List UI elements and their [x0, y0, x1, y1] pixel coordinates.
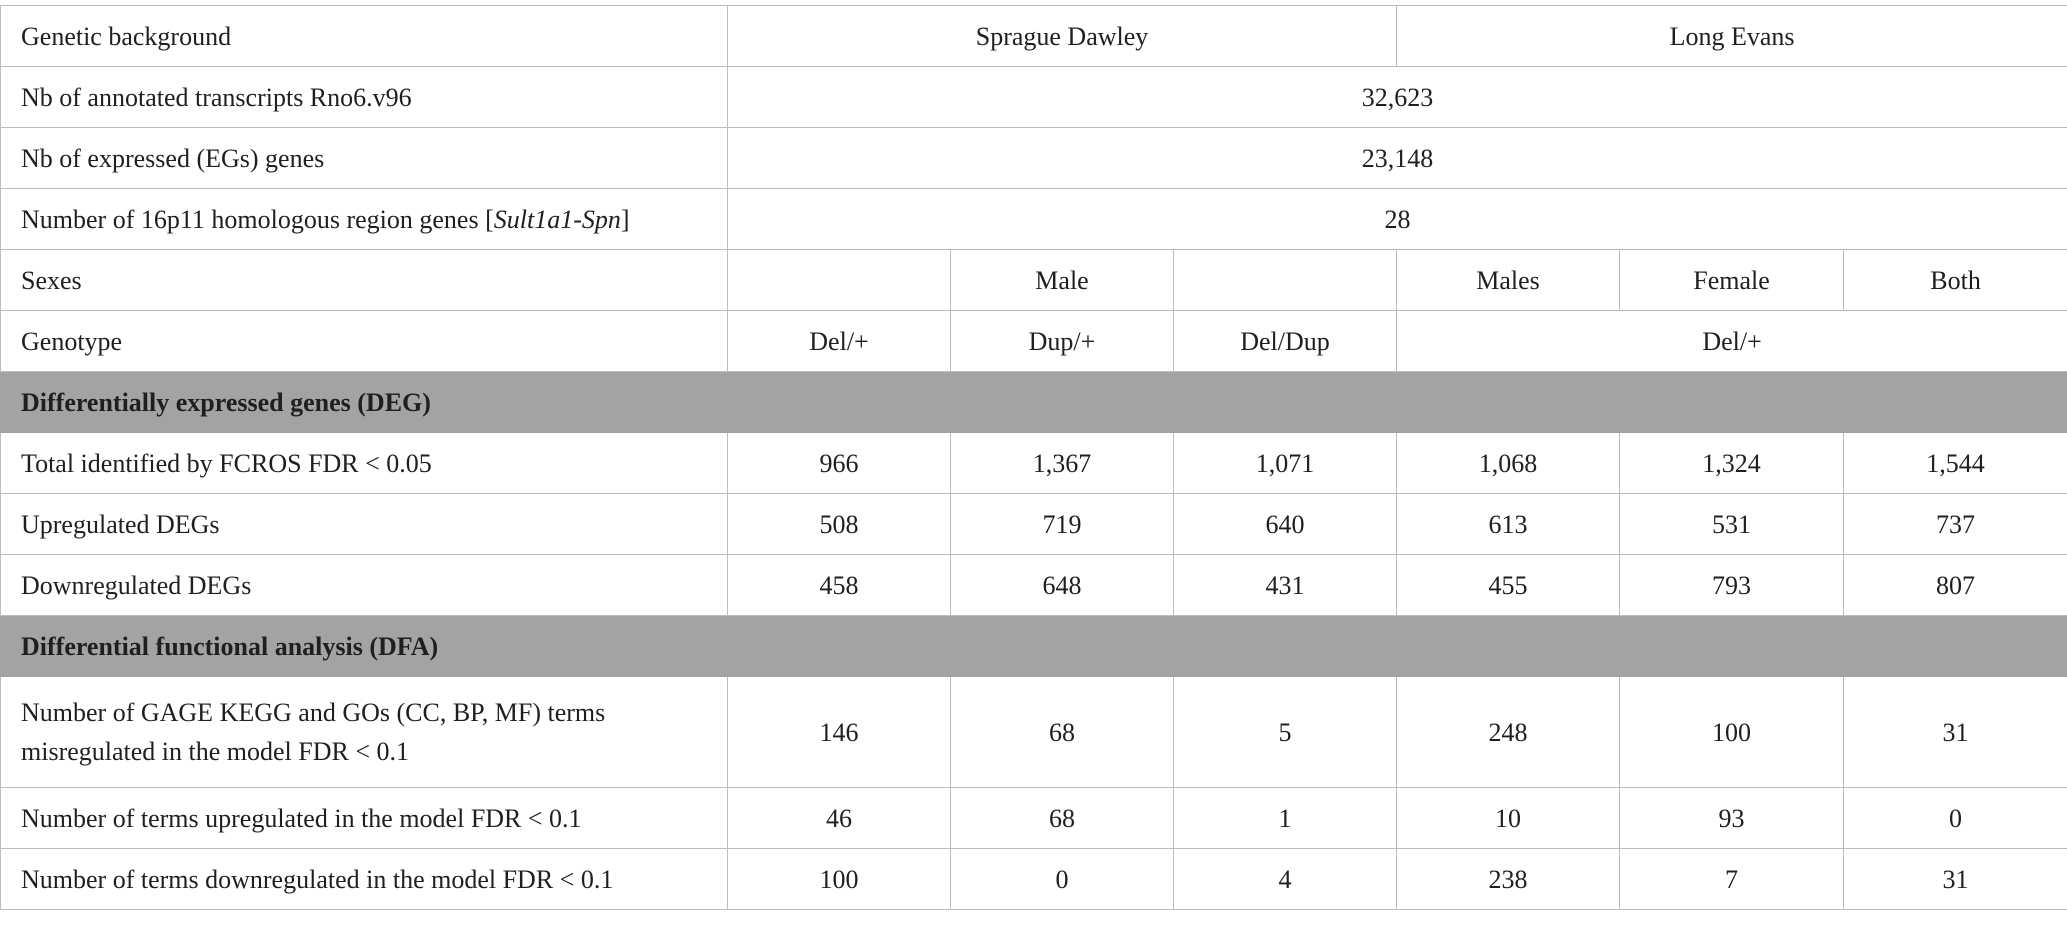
value-cell: 508 — [728, 494, 951, 555]
value-cell: 807 — [1844, 555, 2067, 616]
region-genes-row — [1, 189, 2067, 250]
sexes-cell — [1174, 250, 1397, 311]
sexes-cell — [728, 250, 951, 311]
transcripts-value: 32,623 — [728, 67, 2067, 128]
expressed-genes-value: 23,148 — [728, 128, 2067, 189]
header-sprague-dawley: Sprague Dawley — [728, 6, 1397, 67]
value-cell: 68 — [951, 788, 1174, 849]
section-header-deg — [1, 372, 2067, 433]
transcripts-row — [1, 67, 2067, 128]
value-cell: 1,544 — [1844, 433, 2067, 494]
row-label: Genetic background — [1, 6, 728, 67]
section-header-dfa — [1, 616, 2067, 677]
value-cell: 100 — [1620, 677, 1844, 788]
sexes-cell: Male — [951, 250, 1174, 311]
sexes-cell: Both — [1844, 250, 2067, 311]
region-label-pre: Number of 16p11 homologous region genes [ — [21, 204, 494, 234]
value-cell: 737 — [1844, 494, 2067, 555]
genotype-row — [1, 311, 2067, 372]
value-cell: 793 — [1620, 555, 1844, 616]
expressed-genes-row — [1, 128, 2067, 189]
value-cell: 46 — [728, 788, 951, 849]
value-cell: 648 — [951, 555, 1174, 616]
genotype-cell: Del/+ — [1397, 311, 2067, 372]
value-cell: 4 — [1174, 849, 1397, 910]
table-row — [1, 677, 2067, 788]
row-label-line: misregulated in the model FDR < 0.1 — [21, 737, 410, 766]
value-cell: 1,367 — [951, 433, 1174, 494]
value-cell: 31 — [1844, 677, 2067, 788]
region-label-post: ] — [620, 204, 630, 234]
section-title: Differential functional analysis (DFA) — [1, 616, 2067, 677]
value-cell: 0 — [951, 849, 1174, 910]
region-gene-name: Sult1a1-Spn — [493, 204, 621, 234]
value-cell: 1,071 — [1174, 433, 1397, 494]
sexes-cell: Males — [1397, 250, 1620, 311]
header-long-evans: Long Evans — [1397, 6, 2067, 67]
table-row — [1, 555, 2067, 616]
value-cell: 31 — [1844, 849, 2067, 910]
row-label: Downregulated DEGs — [1, 555, 728, 616]
value-cell: 68 — [951, 677, 1174, 788]
value-cell: 93 — [1620, 788, 1844, 849]
row-label: Upregulated DEGs — [1, 494, 728, 555]
row-label: Sexes — [1, 250, 728, 311]
value-cell: 0 — [1844, 788, 2067, 849]
value-cell: 966 — [728, 433, 951, 494]
row-label-line: Number of GAGE KEGG and GOs (CC, BP, MF) terms — [21, 698, 606, 727]
genotype-cell: Del/Dup — [1174, 311, 1397, 372]
value-cell: 1 — [1174, 788, 1397, 849]
genotype-cell: Del/+ — [728, 311, 951, 372]
row-label: Nb of expressed (EGs) genes — [1, 128, 728, 189]
genotype-cell: Dup/+ — [951, 311, 1174, 372]
value-cell: 458 — [728, 555, 951, 616]
row-label — [1, 677, 728, 788]
value-cell: 1,324 — [1620, 433, 1844, 494]
table-row — [1, 494, 2067, 555]
table-row — [1, 788, 2067, 849]
row-label: Genotype — [1, 311, 728, 372]
table-row — [1, 433, 2067, 494]
genetic-background-row — [1, 6, 2067, 67]
value-cell: 1,068 — [1397, 433, 1620, 494]
row-label: Nb of annotated transcripts Rno6.v96 — [1, 67, 728, 128]
value-cell: 640 — [1174, 494, 1397, 555]
value-cell: 431 — [1174, 555, 1397, 616]
row-label: Total identified by FCROS FDR < 0.05 — [1, 433, 728, 494]
value-cell: 455 — [1397, 555, 1620, 616]
value-cell: 248 — [1397, 677, 1620, 788]
value-cell: 719 — [951, 494, 1174, 555]
value-cell: 100 — [728, 849, 951, 910]
region-genes-value: 28 — [728, 189, 2067, 250]
row-label: Number of terms downregulated in the model FDR < 0.1 — [1, 849, 728, 910]
value-cell: 613 — [1397, 494, 1620, 555]
value-cell: 531 — [1620, 494, 1844, 555]
row-label — [1, 189, 728, 250]
value-cell: 238 — [1397, 849, 1620, 910]
table-row — [1, 849, 2067, 910]
value-cell: 10 — [1397, 788, 1620, 849]
sexes-cell: Female — [1620, 250, 1844, 311]
results-table — [0, 5, 2067, 910]
section-title: Differentially expressed genes (DEG) — [1, 372, 2067, 433]
value-cell: 5 — [1174, 677, 1397, 788]
row-label: Number of terms upregulated in the model FDR < 0.1 — [1, 788, 728, 849]
value-cell: 146 — [728, 677, 951, 788]
value-cell: 7 — [1620, 849, 1844, 910]
sexes-row — [1, 250, 2067, 311]
